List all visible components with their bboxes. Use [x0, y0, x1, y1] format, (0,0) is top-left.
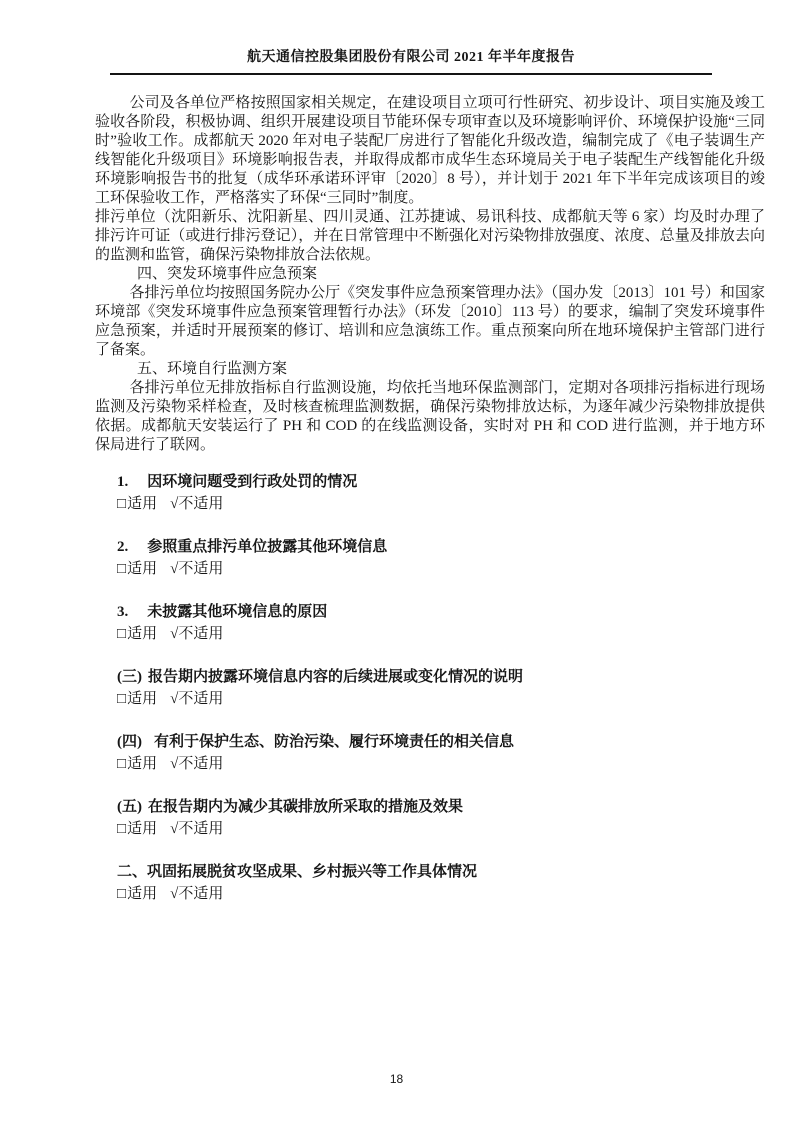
item-2-rural-revitalization — [117, 862, 765, 882]
paragraph-pollutant-discharge-units: 排污单位（沈阳新乐、沈阳新星、四川灵通、江苏捷诚、易讯科技、成都航天等 6 家）均及时办理了排污许可证（或进行排污登记），并在日常管理中不断强化对污染物排放强度、浓度、总量及排放去向的监测和监管，确保污染物排放合法依规。 — [95, 209, 765, 263]
checkbox-unchecked-icon: □ — [117, 886, 127, 902]
applicable-label: 适用 — [127, 561, 158, 577]
applicable-label: 适用 — [127, 691, 158, 707]
item-number: 1. — [117, 474, 129, 490]
applicable-label: 适用 — [127, 886, 158, 902]
report-title: 航天通信控股集团股份有限公司 2021 年半年度报告 — [247, 50, 575, 65]
page-header — [110, 46, 712, 75]
not-applicable-label: 不适用 — [178, 886, 224, 902]
checkmark-icon: √ — [170, 496, 179, 512]
item-number: (三) — [117, 669, 142, 685]
checkmark-icon: √ — [170, 756, 179, 772]
item-s3-follow-up-changes — [117, 667, 765, 687]
checkbox-unchecked-icon: □ — [117, 496, 127, 512]
item-number: 2. — [117, 539, 129, 555]
not-applicable-label: 不适用 — [178, 691, 224, 707]
applicability-row — [117, 754, 765, 774]
applicability-row — [117, 689, 765, 709]
applicability-items — [95, 472, 765, 904]
page-number: 18 — [389, 1072, 404, 1086]
item-number: 3. — [117, 604, 129, 620]
checkmark-icon: √ — [170, 626, 179, 642]
applicability-row — [117, 884, 765, 904]
item-3-undisclosed-reason — [117, 602, 765, 622]
item-title: 因环境问题受到行政处罚的情况 — [147, 474, 358, 490]
item-2-reference-disclosure — [117, 537, 765, 557]
checkmark-icon: √ — [170, 821, 179, 837]
checkbox-unchecked-icon: □ — [117, 756, 127, 772]
checkmark-icon: √ — [170, 886, 179, 902]
item-title: 参照重点排污单位披露其他环境信息 — [147, 539, 388, 555]
applicable-label: 适用 — [127, 821, 158, 837]
page-body — [95, 94, 765, 904]
not-applicable-label: 不适用 — [178, 561, 224, 577]
item-title: 有利于保护生态、防治污染、履行环境责任的相关信息 — [154, 734, 515, 750]
paragraph-self-monitoring: 各排污单位无排放指标自行监测设施，均依托当地环保监测部门，定期对各项排污指标进行现场监测及污染物采样检查，及时核查梳理监测数据，确保污染物排放达标，为逐年减少污染物排放提供依据。成都航天安装运行了 PH 和 COD 的在线监测设备，实时对 PH 和 COD 进行监测，并于地方环保局进行了联网。 — [95, 380, 765, 453]
item-s4-eco-protection-info — [117, 732, 765, 752]
not-applicable-label: 不适用 — [178, 821, 224, 837]
checkbox-unchecked-icon: □ — [117, 626, 127, 642]
applicability-row — [117, 559, 765, 579]
not-applicable-label: 不适用 — [178, 626, 224, 642]
section-heading-self-monitoring: 五、环境自行监测方案 — [137, 361, 288, 377]
item-number: 二、 — [117, 864, 148, 880]
item-title: 未披露其他环境信息的原因 — [147, 604, 328, 620]
not-applicable-label: 不适用 — [178, 756, 224, 772]
checkbox-unchecked-icon: □ — [117, 691, 127, 707]
item-title: 巩固拓展脱贫攻坚成果、乡村振兴等工作具体情况 — [147, 864, 478, 880]
checkbox-unchecked-icon: □ — [117, 821, 127, 837]
applicability-row — [117, 624, 765, 644]
paragraph-construction-compliance: 公司及各单位严格按照国家相关规定，在建设项目立项可行性研究、初步设计、项目实施及竣工验收各阶段，积极协调、组织开展建设项目节能环保专项审查以及环境影响评价、环境保护设施“三同时”验收工作。成都航天 2020 年对电子装配厂房进行了智能化升级改造，编制完成了《电子装调生产线智能化升级项目》环境影响报告表，并取得成都市成华生态环境局关于电子装配生产线智能化升级环境影响报告书的批复（成华环承诺环评审〔2020〕8 号），并计划于 2021 年下半年完成该项目的竣工环保验收工作，严格落实了环保“三同时”制度。 — [95, 95, 765, 206]
not-applicable-label: 不适用 — [178, 496, 224, 512]
applicability-row — [117, 494, 765, 514]
paragraph-emergency-plan: 各排污单位均按照国务院办公厅《突发事件应急预案管理办法》（国办发〔2013〕101 号）和国家环境部《突发环境事件应急预案管理暂行办法》（环发〔2010〕113 号）的要求，编制了突发环境事件应急预案，并适时开展预案的修订、培训和应急演练工作。重点预案向所在地环境保护主管部门进行了备案。 — [95, 285, 765, 358]
checkmark-icon: √ — [170, 561, 179, 577]
item-s5-carbon-reduction — [117, 797, 765, 817]
section-heading-emergency-plan: 四、突发环境事件应急预案 — [137, 266, 318, 282]
checkmark-icon: √ — [170, 691, 179, 707]
checkbox-unchecked-icon: □ — [117, 561, 127, 577]
applicable-label: 适用 — [127, 496, 158, 512]
item-number: (四) — [117, 734, 142, 750]
applicability-row — [117, 819, 765, 839]
item-1-environmental-penalty — [117, 472, 765, 492]
item-number: (五) — [117, 799, 142, 815]
item-title: 报告期内披露环境信息内容的后续进展或变化情况的说明 — [148, 669, 524, 685]
applicable-label: 适用 — [127, 626, 158, 642]
item-title: 在报告期内为减少其碳排放所采取的措施及效果 — [148, 799, 464, 815]
applicable-label: 适用 — [127, 756, 158, 772]
page-footer — [0, 1072, 793, 1086]
